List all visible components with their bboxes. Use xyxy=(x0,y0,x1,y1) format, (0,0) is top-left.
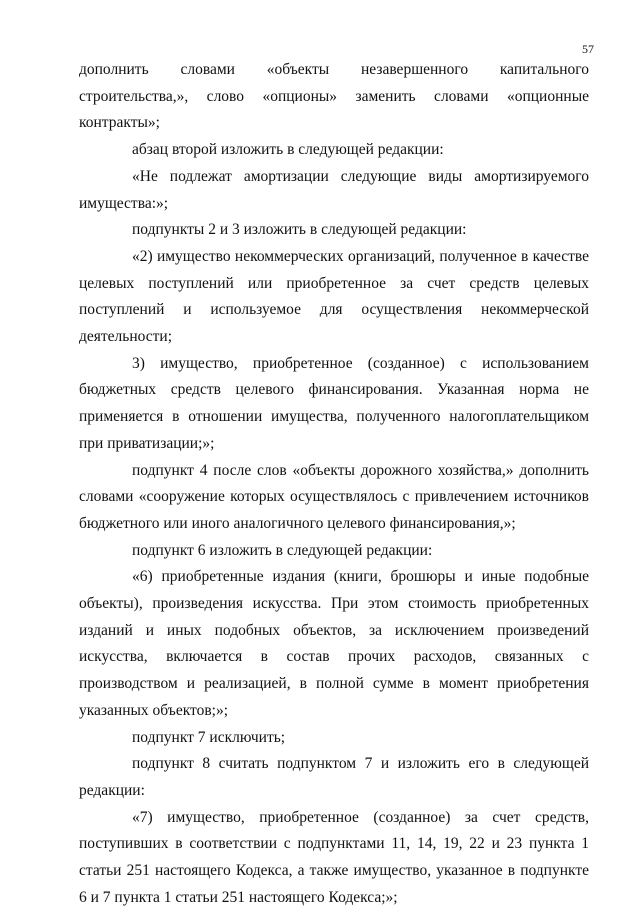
document-body xyxy=(79,57,589,912)
paragraph-4: подпункты 2 и 3 изложить в следующей редакции: xyxy=(132,221,467,239)
paragraph-6: 3) имущество, приобретенное (созданное) с использованием бюджетных средств целевого финансирования. Указанная норма не применяется в отношении имущества, полученного налогоплательщиком при приватизации;»; xyxy=(79,354,589,452)
paragraph-11: подпункт 8 считать подпунктом 7 и изложить его в следующей редакции: xyxy=(79,755,589,799)
paragraph-2: абзац второй изложить в следующей редакции: xyxy=(132,141,444,159)
paragraph-8: подпункт 6 изложить в следующей редакции: xyxy=(132,541,433,559)
paragraph-5: «2) имущество некоммерческих организаций, полученное в качестве целевых поступлений или приобретенное за счет средств целевых поступлений и используемое для осуществления некоммерческой деятельности; xyxy=(79,247,589,346)
paragraph-9: «6) приобретенные издания (книги, брошюры и иные подобные объекты), произведения искусства. При этом стоимость приобретенных изданий и иных подобных объектов, за исключением произведений искусства, включается в состав прочих расходов, связанных с производством и реализацией, в полной сумме в момент приобретения указанных объектов;»; xyxy=(79,568,589,719)
paragraph-12: «7) имущество, приобретенное (созданное) за счет средств, поступивших в соответствии с подпунктами 11, 14, 19, 22 и 23 пункта 1 статьи 251 настоящего Кодекса, а также имущество, указанное в подпункте 6 и 7 пункта 1 статьи 251 настоящего Кодекса;»; xyxy=(79,808,589,906)
page-number: 57 xyxy=(582,42,594,56)
paragraph-7: подпункт 4 после слов «объекты дорожного хозяйства,» дополнить словами «сооружение которых осуществлялось с привлечением источников бюджетного или иного аналогичного целевого финансирования,»; xyxy=(79,461,589,532)
paragraph-3: «Не подлежат амортизации следующие виды амортизируемого имущества:»; xyxy=(79,167,589,212)
paragraph-10: подпункт 7 исключить; xyxy=(132,728,286,746)
paragraph-1: дополнить словами «объекты незавершенного капитального строительства,», слово «опционы» заменить словами «опционные контракты»; xyxy=(79,61,589,132)
